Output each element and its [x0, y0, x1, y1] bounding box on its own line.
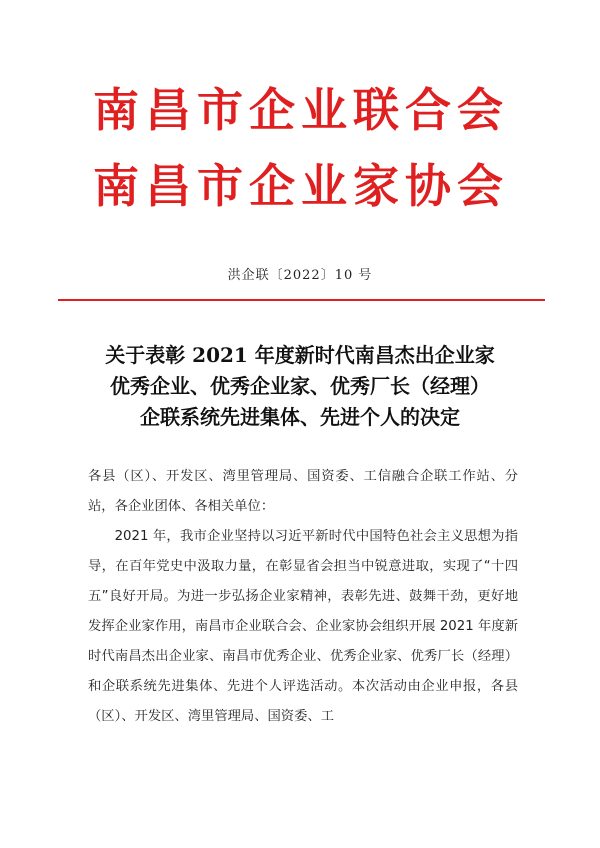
- decision-title-line: 关于表彰 2021 年度新时代南昌杰出企业家: [105, 343, 495, 367]
- org-title-enterprise-federation: 南昌市企业联合会: [93, 83, 509, 137]
- body-paragraph: 2021 年，我市企业坚持以习近平新时代中国特色社会主义思想为指导，在百年党史中汲取力量，在彰显省会担当中锐意进取，实现了“十四五”良好开局。为进一步弘扬企业家精神，表彰先进、鼓舞干劲，更好地发挥企业家作用，南昌市企业联合会、企业家协会组织开展 2021 年度新时代南昌杰出企业家、南昌市优秀企业、优秀企业家、优秀厂长（经理）和企联系统先进集体、先进个人评选活动。本次活动由企业申报，各县（区）、开发区、湾里管理局、国资委、工: [88, 529, 518, 724]
- document-number: 洪企联〔2022〕10 号: [227, 268, 373, 283]
- document-body: [88, 462, 518, 732]
- decision-title-line: 企联系统先进集体、先进个人的决定: [140, 405, 460, 429]
- red-divider-line: [58, 299, 545, 301]
- org-title-entrepreneurs-association: 南昌市企业家协会: [93, 159, 509, 213]
- decision-title: [60, 340, 540, 433]
- decision-title-line: 优秀企业、优秀企业家、优秀厂长（经理）: [110, 374, 490, 398]
- addressee: 各县（区）、开发区、湾里管理局、国资委、工信融合企联工作站、分站，各企业团体、各相关单位：: [88, 469, 518, 514]
